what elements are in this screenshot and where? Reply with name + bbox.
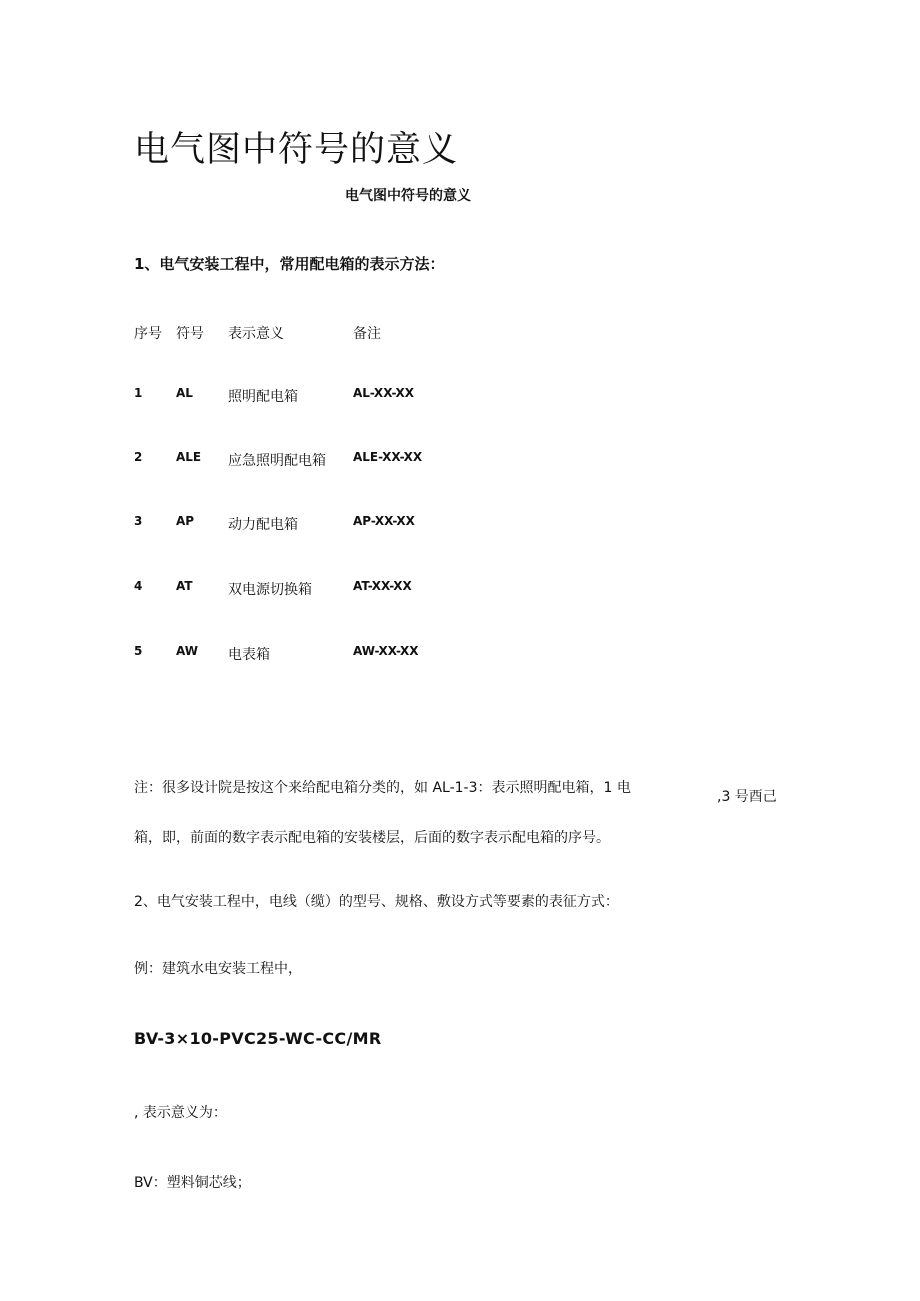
- table-cell-meaning: 动力配电箱: [228, 517, 298, 533]
- table-cell-index: 1: [134, 386, 143, 400]
- sub-title: 电气图中符号的意义: [345, 188, 471, 204]
- table-cell-symbol: AW: [176, 644, 198, 658]
- section1-heading: 1、电气安装工程中，常用配电箱的表示方法：: [134, 255, 445, 273]
- table-cell-symbol: AL: [176, 386, 193, 400]
- table-cell-remark: AP-XX-XX: [353, 514, 415, 528]
- table-cell-meaning: 照明配电箱: [228, 389, 298, 405]
- table-cell-meaning: 电表箱: [228, 647, 270, 663]
- table-cell-symbol: ALE: [176, 450, 202, 464]
- table-header-remark: 备注: [353, 326, 381, 342]
- note-line-1: 注：很多设计院是按这个来给配电箱分类的，如 AL-1-3：表示照明配电箱，1 电: [134, 780, 631, 796]
- note-line-2: 箱，即，前面的数字表示配电箱的安装楼层，后面的数字表示配电箱的序号。: [134, 830, 610, 846]
- table-cell-index: 4: [134, 579, 143, 593]
- table-cell-symbol: AP: [176, 514, 195, 528]
- table-cell-remark: AW-XX-XX: [353, 644, 419, 658]
- table-cell-meaning: 双电源切换箱: [228, 582, 312, 598]
- example-intro: 例：建筑水电安装工程中，: [134, 961, 302, 977]
- table-cell-symbol: AT: [176, 579, 193, 593]
- table-cell-meaning: 应急照明配电箱: [228, 453, 326, 469]
- table-cell-index: 2: [134, 450, 143, 464]
- table-cell-remark: ALE-XX-XX: [353, 450, 423, 464]
- table-cell-index: 5: [134, 644, 143, 658]
- table-cell-remark: AL-XX-XX: [353, 386, 414, 400]
- table-header-symbol: 符号: [176, 326, 204, 342]
- note-line-1-tail: ,3 号酉己: [717, 789, 777, 805]
- section2-heading: 2、电气安装工程中，电线（缆）的型号、规格、敷设方式等要素的表征方式：: [134, 894, 619, 910]
- table-cell-remark: AT-XX-XX: [353, 579, 412, 593]
- bv-definition: BV：塑料铜芯线；: [134, 1175, 251, 1191]
- example-code: BV-3×10-PVC25-WC-CC/MR: [134, 1029, 382, 1048]
- table-header-meaning: 表示意义: [228, 326, 284, 342]
- main-title: 电气图中符号的意义: [134, 130, 459, 170]
- table-header-index: 序号: [134, 326, 162, 342]
- meaning-intro: , 表示意义为：: [134, 1105, 227, 1121]
- table-cell-index: 3: [134, 514, 143, 528]
